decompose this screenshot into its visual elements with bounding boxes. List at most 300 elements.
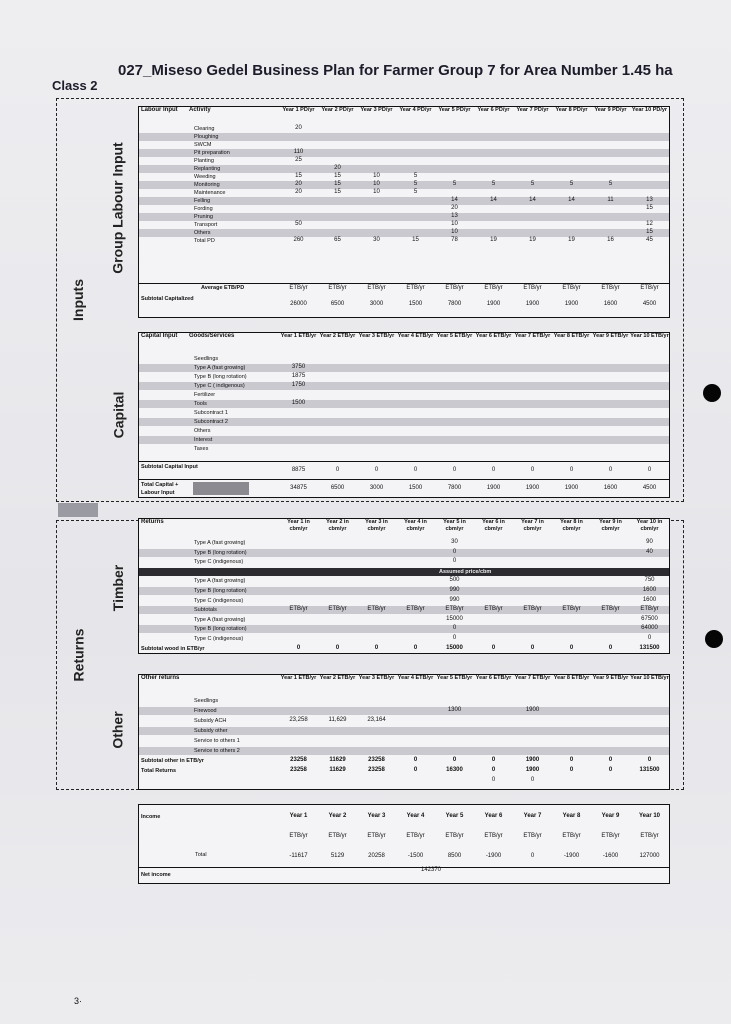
row-value bbox=[318, 577, 357, 585]
row-value bbox=[279, 391, 318, 399]
row-value: 67500 bbox=[641, 615, 658, 622]
capital-subtotal-value: 0 bbox=[530, 467, 535, 473]
row-value: 23,258 bbox=[289, 717, 308, 723]
row-value bbox=[630, 777, 669, 785]
labour-year-header: Year 7 PD/yr bbox=[516, 107, 549, 113]
row-value bbox=[435, 418, 474, 426]
row-value bbox=[435, 382, 474, 390]
row-value: 0 bbox=[452, 635, 457, 641]
returns-side-label: Returns bbox=[70, 628, 86, 682]
row-value bbox=[552, 558, 591, 566]
row-value bbox=[552, 173, 591, 181]
row-value bbox=[435, 133, 474, 141]
row-value bbox=[591, 568, 630, 576]
row-value: 11629 bbox=[329, 767, 346, 773]
row-label: Assumed price/cbm bbox=[439, 568, 492, 575]
income-total: 127000 bbox=[639, 853, 660, 859]
row-value: 11,629 bbox=[328, 717, 347, 723]
row-value bbox=[474, 364, 513, 372]
income-total: 5129 bbox=[330, 853, 345, 859]
capital-total-value: 1900 bbox=[525, 485, 540, 491]
row-value bbox=[279, 777, 318, 785]
row-value bbox=[513, 436, 552, 444]
row-value bbox=[435, 427, 474, 435]
row-value bbox=[357, 558, 396, 566]
row-value bbox=[318, 373, 357, 381]
row-value bbox=[357, 229, 396, 237]
row-value bbox=[474, 747, 513, 755]
capital-subtotal-value: 0 bbox=[374, 467, 379, 473]
row-value: 990 bbox=[449, 587, 460, 593]
row-value: ETB/yr bbox=[445, 606, 464, 613]
row-value bbox=[591, 597, 630, 605]
other-year-header: Year 5 ETB/yr bbox=[436, 675, 473, 681]
row-value bbox=[630, 737, 669, 745]
row-value: 11 bbox=[607, 197, 614, 203]
income-label: Income bbox=[141, 814, 161, 820]
row-value bbox=[396, 436, 435, 444]
row-value: 110 bbox=[293, 149, 304, 155]
row-value bbox=[318, 625, 357, 633]
row-value: 90 bbox=[646, 539, 653, 545]
document-title: 027_Miseso Gedel Business Plan for Farmer Group 7 for Area Number 1.45 ha bbox=[118, 62, 673, 79]
row-value: 50 bbox=[295, 221, 302, 227]
row-value bbox=[552, 221, 591, 229]
row-value bbox=[630, 445, 669, 453]
row-value bbox=[435, 373, 474, 381]
row-value bbox=[513, 727, 552, 735]
row-value bbox=[591, 391, 630, 399]
row-value bbox=[552, 737, 591, 745]
row-value: 15 bbox=[334, 181, 341, 187]
row-label: Ploughing bbox=[194, 134, 219, 140]
row-value bbox=[396, 427, 435, 435]
row-value bbox=[474, 445, 513, 453]
row-value bbox=[513, 418, 552, 426]
total-capital-label: Total Capital + Labour Input bbox=[141, 482, 179, 496]
avg-unit: ETB/yr bbox=[445, 285, 464, 291]
row-value: 20 bbox=[451, 205, 458, 211]
row-label: Planting bbox=[194, 158, 214, 164]
row-value bbox=[396, 125, 435, 133]
subtotal-value: 6500 bbox=[330, 301, 345, 307]
row-value bbox=[630, 409, 669, 417]
row-value bbox=[357, 149, 396, 157]
row-value bbox=[630, 558, 669, 566]
row-value: 0 bbox=[413, 644, 418, 651]
row-value bbox=[474, 149, 513, 157]
row-value: 11629 bbox=[329, 757, 346, 763]
row-value bbox=[357, 157, 396, 165]
capital-total-value: 34875 bbox=[290, 485, 307, 491]
row-value bbox=[513, 568, 552, 576]
row-value bbox=[357, 587, 396, 595]
row-value bbox=[396, 587, 435, 595]
row-label: Total PD bbox=[194, 238, 215, 244]
row-value bbox=[513, 558, 552, 566]
row-value bbox=[474, 737, 513, 745]
income-total: -1900 bbox=[563, 853, 580, 859]
row-label: Others bbox=[194, 230, 211, 236]
row-value bbox=[279, 568, 318, 576]
row-value bbox=[474, 125, 513, 133]
row-value: 0 bbox=[452, 625, 457, 632]
row-label: Replanting bbox=[194, 166, 221, 172]
row-value bbox=[396, 157, 435, 165]
income-unit: ETB/yr bbox=[406, 833, 425, 839]
row-value bbox=[396, 364, 435, 372]
row-value: 10 bbox=[451, 229, 458, 235]
row-value bbox=[552, 355, 591, 363]
row-value bbox=[279, 133, 318, 141]
row-value: 1900 bbox=[525, 757, 540, 763]
other-returns-table bbox=[138, 674, 670, 790]
capital-total-value: 4500 bbox=[642, 485, 657, 491]
row-value: 19 bbox=[529, 237, 536, 243]
row-value bbox=[318, 597, 357, 605]
capital-year-header: Year 3 ETB/yr bbox=[358, 333, 395, 339]
row-value bbox=[318, 125, 357, 133]
row-value: 131500 bbox=[639, 767, 660, 773]
row-value bbox=[513, 157, 552, 165]
row-label: Clearing bbox=[194, 126, 215, 132]
row-value: 0 bbox=[530, 644, 535, 651]
row-value bbox=[279, 587, 318, 595]
row-value bbox=[435, 400, 474, 408]
row-value bbox=[279, 197, 318, 205]
avg-unit: ETB/yr bbox=[289, 285, 308, 291]
row-value bbox=[513, 364, 552, 372]
row-value bbox=[552, 149, 591, 157]
row-value: 16 bbox=[607, 237, 614, 243]
row-value bbox=[435, 717, 474, 725]
income-unit: ETB/yr bbox=[523, 833, 542, 839]
row-value bbox=[513, 539, 552, 547]
subtotal-value: 1600 bbox=[603, 301, 618, 307]
row-value bbox=[591, 727, 630, 735]
timber-side-label: Timber bbox=[110, 564, 126, 611]
row-value bbox=[474, 157, 513, 165]
row-value: ETB/yr bbox=[484, 606, 503, 613]
row-value bbox=[279, 558, 318, 566]
row-value bbox=[552, 777, 591, 785]
row-value bbox=[591, 445, 630, 453]
other-returns-header: Other returns bbox=[141, 675, 180, 681]
average-label: Average ETB/PD bbox=[201, 285, 245, 291]
row-label: Type C (indigenous) bbox=[194, 636, 244, 642]
row-value bbox=[318, 727, 357, 735]
row-value: 0 bbox=[452, 548, 457, 555]
row-value bbox=[279, 625, 318, 633]
income-total: 0 bbox=[530, 853, 535, 859]
row-value bbox=[552, 549, 591, 557]
row-value bbox=[435, 157, 474, 165]
row-value bbox=[318, 737, 357, 745]
row-value bbox=[396, 539, 435, 547]
timber-year-header: Year 9 in cbm/yr bbox=[599, 519, 622, 532]
row-value: 20 bbox=[334, 165, 341, 171]
row-value bbox=[552, 213, 591, 221]
row-value bbox=[279, 549, 318, 557]
row-value bbox=[279, 737, 318, 745]
labour-year-header: Year 3 PD/yr bbox=[360, 107, 393, 113]
row-value bbox=[474, 221, 513, 229]
row-value bbox=[357, 213, 396, 221]
row-value bbox=[318, 391, 357, 399]
income-year: Year 3 bbox=[367, 813, 386, 819]
timber-year-header: Year 7 in cbm/yr bbox=[521, 519, 544, 532]
row-value bbox=[591, 364, 630, 372]
row-value bbox=[591, 133, 630, 141]
row-value bbox=[552, 568, 591, 576]
row-value bbox=[318, 205, 357, 213]
income-year: Year 8 bbox=[562, 813, 581, 819]
row-value bbox=[318, 539, 357, 547]
row-value bbox=[357, 400, 396, 408]
row-value: 5 bbox=[452, 181, 457, 187]
row-value bbox=[318, 635, 357, 643]
row-value bbox=[552, 727, 591, 735]
row-value bbox=[318, 777, 357, 785]
row-value bbox=[591, 549, 630, 557]
row-value: ETB/yr bbox=[406, 606, 425, 613]
row-value: 5 bbox=[413, 181, 418, 187]
row-value bbox=[357, 133, 396, 141]
row-value: 15 bbox=[334, 189, 341, 195]
row-value bbox=[474, 625, 513, 633]
row-value: 1875 bbox=[291, 373, 306, 379]
row-value bbox=[357, 221, 396, 229]
row-value bbox=[396, 549, 435, 557]
row-value bbox=[630, 373, 669, 381]
capital-subtotal-value: 0 bbox=[335, 467, 340, 473]
row-value bbox=[552, 747, 591, 755]
row-value: 5 bbox=[413, 189, 418, 195]
row-value: 78 bbox=[451, 237, 458, 243]
row-value bbox=[279, 635, 318, 643]
row-label: Fertilizer bbox=[194, 392, 216, 398]
row-value: 131500 bbox=[639, 644, 660, 651]
row-value bbox=[552, 717, 591, 725]
row-value bbox=[591, 777, 630, 785]
avg-unit: ETB/yr bbox=[601, 285, 620, 291]
row-value bbox=[357, 355, 396, 363]
row-value bbox=[630, 213, 669, 221]
timber-year-header: Year 10 in cbm/yr bbox=[636, 519, 663, 532]
income-unit: ETB/yr bbox=[562, 833, 581, 839]
capital-year-header: Year 5 ETB/yr bbox=[436, 333, 473, 339]
row-value bbox=[474, 539, 513, 547]
row-value bbox=[591, 189, 630, 197]
row-value bbox=[279, 409, 318, 417]
row-label: Monitoring bbox=[194, 182, 220, 188]
row-label: Type B (long rotation) bbox=[194, 549, 247, 556]
row-value bbox=[630, 149, 669, 157]
income-year: Year 10 bbox=[638, 813, 661, 819]
row-value: 500 bbox=[449, 577, 460, 584]
row-value bbox=[474, 558, 513, 566]
row-value bbox=[474, 165, 513, 173]
subtotal-value: 1900 bbox=[564, 301, 579, 307]
row-value bbox=[357, 625, 396, 633]
row-value: 5 bbox=[413, 173, 418, 179]
row-value: 1500 bbox=[291, 400, 306, 406]
row-value: 0 bbox=[608, 767, 613, 773]
row-label: Pruning bbox=[194, 214, 213, 220]
row-value: 1300 bbox=[447, 707, 462, 713]
labour-year-header: Year 8 PD/yr bbox=[555, 107, 588, 113]
row-value bbox=[591, 577, 630, 585]
subtotal-capitalized-label: Subtotal Capitalized bbox=[141, 296, 194, 302]
row-value bbox=[318, 197, 357, 205]
row-value: 23258 bbox=[290, 757, 307, 763]
income-year: Year 2 bbox=[328, 813, 347, 819]
row-value bbox=[513, 125, 552, 133]
income-total-label: Total bbox=[195, 852, 207, 858]
other-year-header: Year 10 ETB/yr bbox=[630, 675, 669, 681]
row-value bbox=[552, 157, 591, 165]
row-value bbox=[357, 737, 396, 745]
row-value bbox=[474, 616, 513, 624]
row-value bbox=[630, 717, 669, 725]
row-value: 750 bbox=[644, 577, 655, 584]
income-unit: ETB/yr bbox=[445, 833, 464, 839]
row-value: 14 bbox=[490, 197, 497, 203]
row-value bbox=[474, 205, 513, 213]
row-value bbox=[435, 364, 474, 372]
row-value bbox=[591, 418, 630, 426]
row-value bbox=[513, 747, 552, 755]
row-value bbox=[279, 213, 318, 221]
row-value bbox=[513, 391, 552, 399]
page-mark: 3· bbox=[74, 996, 83, 1006]
row-value: 0 bbox=[491, 644, 496, 651]
row-label: Subsidy ACH bbox=[194, 718, 227, 724]
row-value bbox=[435, 747, 474, 755]
row-value bbox=[474, 568, 513, 576]
income-total: -1500 bbox=[407, 853, 424, 859]
row-value bbox=[435, 436, 474, 444]
row-label: Type A (fast growing) bbox=[194, 540, 246, 546]
row-value bbox=[474, 707, 513, 715]
row-value bbox=[396, 625, 435, 633]
row-label: Total Returns bbox=[141, 768, 177, 774]
row-value bbox=[591, 149, 630, 157]
row-value bbox=[513, 382, 552, 390]
row-label: Type A (fast growing) bbox=[194, 365, 246, 371]
row-value bbox=[357, 539, 396, 547]
row-value bbox=[474, 189, 513, 197]
row-value: 0 bbox=[413, 767, 418, 773]
avg-unit: ETB/yr bbox=[562, 285, 581, 291]
other-year-header: Year 9 ETB/yr bbox=[592, 675, 629, 681]
row-value bbox=[357, 549, 396, 557]
class-label: Class 2 bbox=[52, 78, 98, 93]
row-value bbox=[591, 229, 630, 237]
row-value bbox=[318, 149, 357, 157]
row-label: SWCM bbox=[194, 142, 212, 148]
row-value: 1900 bbox=[525, 707, 540, 713]
subtotal-value: 1900 bbox=[525, 301, 540, 307]
row-label: Service to others 1 bbox=[194, 738, 240, 744]
row-value bbox=[474, 577, 513, 585]
income-unit: ETB/yr bbox=[328, 833, 347, 839]
row-value bbox=[474, 635, 513, 643]
row-label: Type C ( indigenous) bbox=[194, 383, 245, 389]
row-value bbox=[474, 229, 513, 237]
subtotal-capital-label: Subtotal Capital Input bbox=[141, 464, 198, 470]
row-value: ETB/yr bbox=[367, 606, 386, 613]
row-value: 64000 bbox=[641, 625, 658, 632]
row-value bbox=[435, 445, 474, 453]
row-value bbox=[396, 391, 435, 399]
labour-year-header: Year 9 PD/yr bbox=[594, 107, 627, 113]
capital-side-label: Capital bbox=[110, 391, 126, 439]
row-value bbox=[318, 558, 357, 566]
row-value bbox=[357, 568, 396, 576]
income-total: -1600 bbox=[602, 853, 619, 859]
row-value bbox=[396, 133, 435, 141]
row-value bbox=[318, 382, 357, 390]
labour-input-header: Labour Input bbox=[141, 107, 178, 113]
row-value bbox=[318, 707, 357, 715]
row-value bbox=[474, 697, 513, 705]
row-value bbox=[396, 777, 435, 785]
avg-unit: ETB/yr bbox=[640, 285, 659, 291]
row-value: 25 bbox=[295, 157, 302, 163]
timber-year-header: Year 6 in cbm/yr bbox=[482, 519, 505, 532]
row-value bbox=[474, 141, 513, 149]
row-value: 0 bbox=[296, 644, 301, 651]
net-income-value: 142370 bbox=[421, 867, 442, 873]
row-value bbox=[279, 616, 318, 624]
row-value bbox=[591, 409, 630, 417]
net-income-label: Net income bbox=[141, 872, 171, 878]
row-value bbox=[318, 568, 357, 576]
row-value bbox=[552, 400, 591, 408]
row-value bbox=[318, 747, 357, 755]
row-value: 40 bbox=[646, 548, 653, 555]
timber-year-header: Year 5 in cbm/yr bbox=[443, 519, 466, 532]
capital-subtotal-value: 8875 bbox=[291, 467, 306, 473]
row-value: 65 bbox=[334, 237, 341, 243]
row-value bbox=[552, 382, 591, 390]
row-value: 5 bbox=[491, 181, 496, 187]
row-value bbox=[513, 549, 552, 557]
row-label: Subcontract 2 bbox=[194, 419, 228, 425]
row-value bbox=[630, 427, 669, 435]
row-value bbox=[591, 125, 630, 133]
row-value: 0 bbox=[374, 644, 379, 651]
punch-hole-bottom bbox=[705, 630, 723, 648]
row-value bbox=[396, 727, 435, 735]
row-value: 0 bbox=[491, 777, 496, 783]
row-value bbox=[357, 205, 396, 213]
row-value bbox=[396, 697, 435, 705]
row-value bbox=[279, 229, 318, 237]
row-value bbox=[435, 391, 474, 399]
subtotal-value: 1500 bbox=[408, 301, 423, 307]
subtotal-value: 1900 bbox=[486, 301, 501, 307]
row-value bbox=[279, 445, 318, 453]
row-value: 19 bbox=[490, 237, 497, 243]
capital-year-header: Year 6 ETB/yr bbox=[475, 333, 512, 339]
row-value bbox=[318, 141, 357, 149]
row-value bbox=[513, 355, 552, 363]
row-value bbox=[513, 213, 552, 221]
row-value: 10 bbox=[373, 181, 380, 187]
row-value bbox=[318, 400, 357, 408]
